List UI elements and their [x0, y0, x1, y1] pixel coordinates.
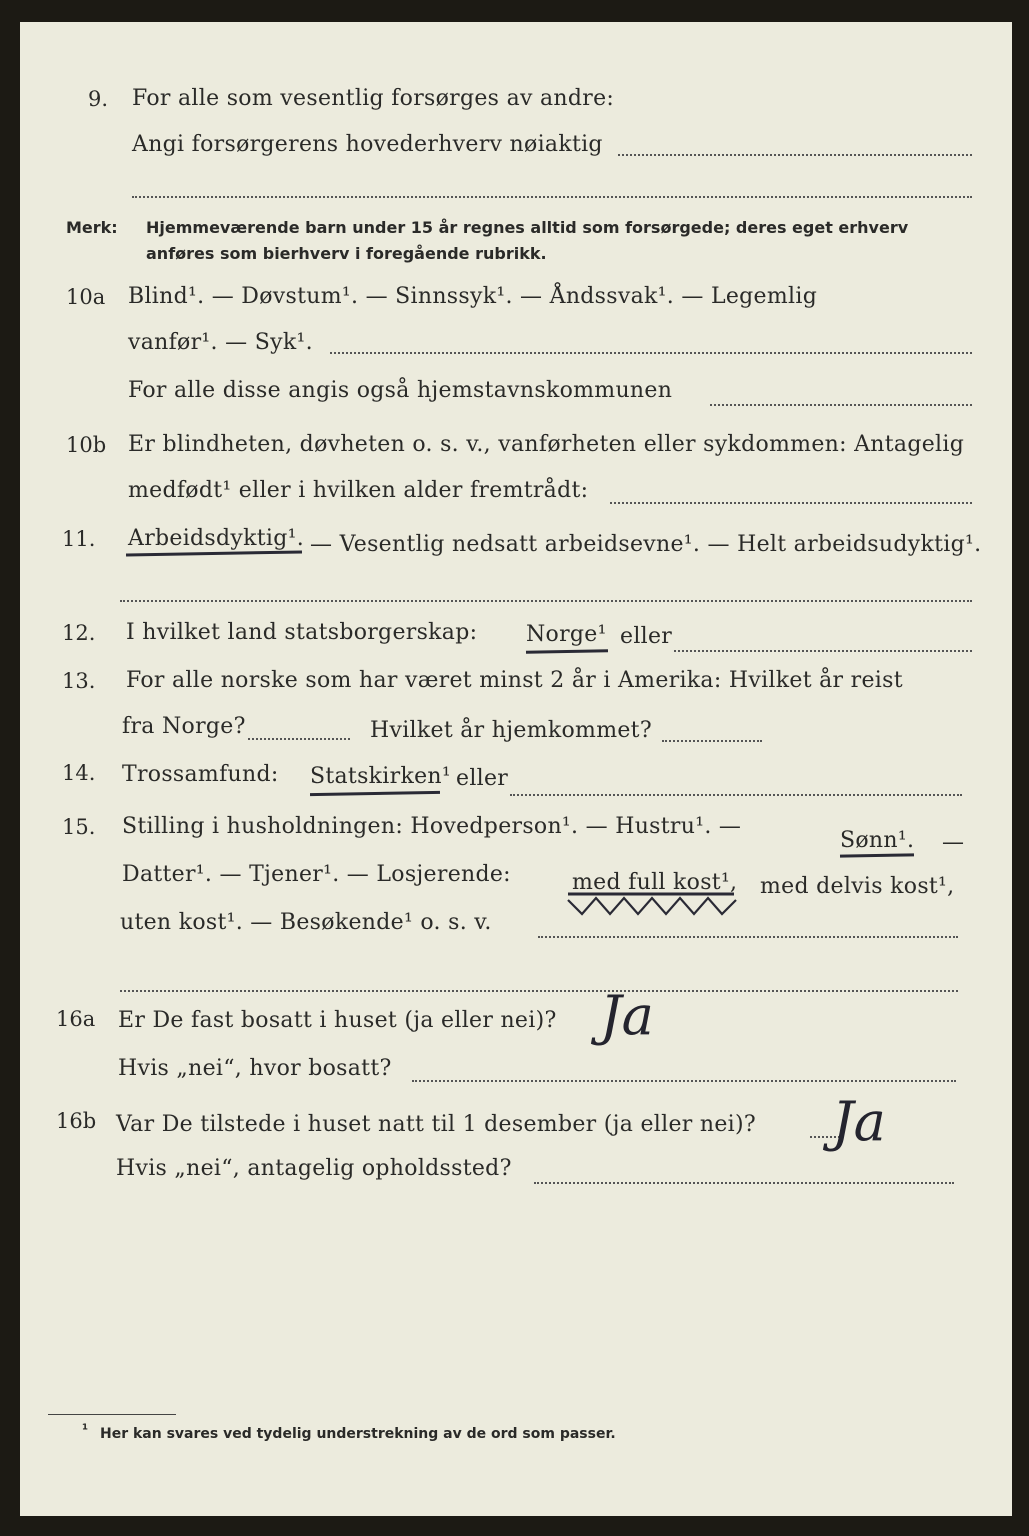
q15-dash: —	[942, 830, 965, 855]
q15-line2b: med delvis kost¹,	[760, 874, 955, 899]
footnote-mark: ¹	[82, 1422, 89, 1438]
handwritten-underline	[526, 649, 608, 653]
answer-line	[710, 404, 972, 406]
note-line2: anføres som bierhverv i foregående rubrikk.	[146, 244, 547, 263]
census-form-page	[20, 22, 1012, 1516]
answer-line	[534, 1182, 954, 1184]
answer-line	[120, 990, 958, 992]
answer-line	[248, 738, 350, 740]
question-number: 16a	[56, 1007, 96, 1031]
answer-line	[412, 1080, 956, 1082]
answer-line	[618, 154, 972, 156]
q15-line2: Datter¹. — Tjener¹. — Losjerende:	[122, 862, 511, 887]
answer-line	[510, 794, 962, 796]
q16a-line1: Er De fast bosatt i huset (ja eller nei)?	[118, 1008, 557, 1033]
answer-line	[120, 600, 972, 602]
answer-line	[538, 936, 958, 938]
answer-line	[610, 502, 972, 504]
question-number: 15.	[62, 815, 96, 839]
note-label: Merk:	[66, 218, 118, 237]
question-number: 10b	[66, 433, 107, 457]
q11-rest: — Vesentlig nedsatt arbeidsevne¹. — Helt arbeidsudyktig¹.	[310, 532, 982, 557]
answer-line	[662, 740, 762, 742]
q12-suffix: eller	[620, 624, 673, 649]
handwritten-answer: Ja	[832, 1090, 886, 1153]
q16b-line1: Var De tilstede i huset natt til 1 desember (ja eller nei)?	[116, 1112, 756, 1137]
q15-line3: uten kost¹. — Besøkende¹ o. s. v.	[120, 910, 492, 935]
q13-line1: For alle norske som har været minst 2 år i Amerika: Hvilket år reist	[126, 668, 903, 693]
footnote-text: Her kan svares ved tydelig understrekning av de ord som passer.	[100, 1426, 616, 1442]
q15-line1: Stilling i husholdningen: Hovedperson¹. — Hustru¹. —	[122, 814, 742, 839]
question-number: 16b	[56, 1109, 97, 1133]
q14-suffix: eller	[456, 766, 509, 791]
footnote-rule	[48, 1414, 176, 1415]
answer-line	[132, 196, 972, 198]
question-number: 11.	[62, 527, 96, 551]
option-arbeidsdyktig: Arbeidsdyktig¹.	[128, 526, 305, 551]
question-number: 10a	[66, 285, 106, 309]
q13-line2b: Hvilket år hjemkommet?	[370, 718, 652, 743]
q13-line2a: fra Norge?	[122, 714, 246, 739]
q10a-line2: vanfør¹. — Syk¹.	[128, 330, 313, 355]
q12-prefix: I hvilket land statsborgerskap:	[126, 620, 478, 645]
question-number: 14.	[62, 761, 96, 785]
question-number: 13.	[62, 669, 96, 693]
q14-prefix: Trossamfund:	[122, 762, 279, 787]
handwritten-scribble	[564, 890, 740, 918]
answer-line	[330, 352, 972, 354]
option-statskirken: Statskirken¹	[310, 764, 451, 789]
question-number: 9.	[88, 87, 109, 111]
option-norge: Norge¹	[526, 622, 607, 647]
question-number: 12.	[62, 621, 96, 645]
q16b-line2: Hvis „nei“, antagelig opholdssted?	[116, 1156, 512, 1181]
option-med-full-kost: med full kost¹,	[572, 870, 738, 895]
q16a-line2: Hvis „nei“, hvor bosatt?	[118, 1056, 392, 1081]
answer-line	[674, 650, 972, 652]
handwritten-answer: Ja	[600, 984, 654, 1047]
q9-line1: For alle som vesentlig forsørges av andre:	[132, 86, 615, 111]
q10b-line1: Er blindheten, døvheten o. s. v., vanførheten eller sykdommen: Antagelig	[128, 432, 965, 457]
note-line1: Hjemmeværende barn under 15 år regnes alltid som forsørgede; deres eget erhverv	[146, 218, 909, 237]
handwritten-underline	[310, 791, 440, 796]
q9-line2: Angi forsørgerens hovederhverv nøiaktig	[132, 132, 603, 157]
q10a-line1: Blind¹. — Døvstum¹. — Sinnssyk¹. — Åndssvak¹. — Legemlig	[128, 284, 818, 309]
q10b-line2: medfødt¹ eller i hvilken alder fremtrådt:	[128, 478, 589, 503]
option-sonn: Sønn¹.	[840, 828, 915, 853]
handwritten-underline	[840, 853, 914, 857]
q10a-line3: For alle disse angis også hjemstavnskommunen	[128, 378, 673, 403]
